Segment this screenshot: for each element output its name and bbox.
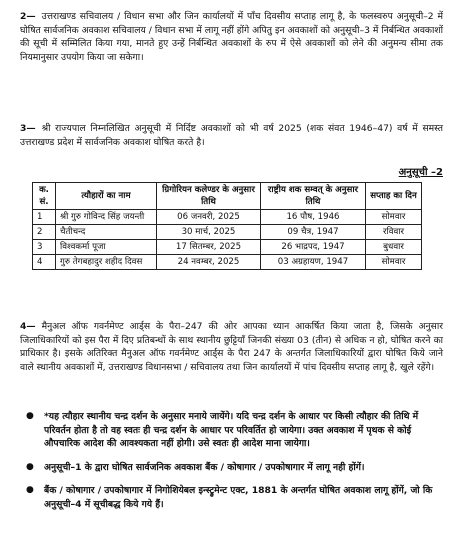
paragraph-text: उत्तराखण्ड सचिवालय / विधान सभा और जिन कार्यालयों में पाँच दिवसीय सप्ताह लागू है, के फलस्वरुप अनुसूची–2 में घोषित सार्वजनिक अवकाश सचिवालय / विधान सभा में लागू नहीं होंगे अपितु इन अवकाशों को अनुसूची–3 में निर्बन्धित अवकाशों की सूची में सम्मिलित किया गया, मानते हुए उन्हें निर्बन्धित अवकाशों के रुप में ऐसे अवकाशों को लेने की अनुमन्य सीमा तक नियमानुसार उपयोग किया जा सकेगा। — [20, 11, 443, 63]
table-cell: सोमवार — [366, 255, 422, 270]
paragraph-2 — [20, 10, 443, 64]
table-cell: 16 पौष, 1946 — [261, 210, 366, 225]
table-row — [33, 225, 422, 240]
column-header: राष्ट्रीय शक सम्वत् के अनुसार तिथि — [261, 183, 366, 210]
list-item: ● अनुसूची–1 के द्वारा घोषित सार्वजनिक अवकाश बैंक / कोषागार / उपकोषागार में लागू नही होंगें। — [20, 461, 443, 475]
table-cell: 24 नवम्बर, 2025 — [157, 255, 261, 270]
table-cell: विश्वकर्मा पूजा — [56, 240, 157, 255]
paragraph-4 — [20, 320, 443, 374]
paragraph-number: 3— — [20, 123, 36, 134]
holiday-table — [32, 182, 422, 270]
table-row — [33, 240, 422, 255]
table-header-row — [33, 183, 422, 210]
column-header: ग्रिगोरियन कलेण्डर के अनुसार तिथि — [157, 183, 261, 210]
paragraph-text: मैनुअल ऑफ गवर्नमेण्ट आर्ड्स के पैरा–247 की ओर आपका ध्यान आकर्षित किया जाता है, जिसके अनुसार जिलाधिकारियों को इस पैरा में दिए प्रतिबन्धों के साथ स्थानीय छुट्टियाँ जिनकी संख्या 03 (तीन) से अधिक न हो, घोषित करने का प्राधिकार है। इसके अतिरिक्त मैनुअल ऑफ गवर्नमेण्ट आर्ड्स के पैरा 247 के अन्तर्गत जिलाधिकारियों द्वारा घोषित किये जाने वाले स्थानीय अवकाशों में, उत्तराखण्ड विधानसभा / सचिवालय तथा जिन कार्यालयों में पांच दिवसीय सप्ताह लागू है, खुले रहेंगे। — [20, 321, 443, 373]
paragraph-text: श्री राज्यपाल निम्नलिखित अनुसूची में निर्दिष्ट अवकाशों को भी वर्ष 2025 (शक संवत 1946–47) वर्ष में समस्त उत्तराखण्ड प्रदेश में सार्वजनिक अवकाश घोषित करते है। — [20, 123, 443, 148]
table-cell: 30 मार्च, 2025 — [157, 225, 261, 240]
column-header: सप्ताह का दिन — [366, 183, 422, 210]
schedule-heading: अनुसूची –2 — [398, 167, 443, 178]
list-item: ● बैंक / कोषागार / उपकोषागार में निगोशियेबल इन्स्ट्रुमेन्ट एक्ट, 1881 के अन्तर्गत घोषित अवकाश लागू होंगें, जो कि अनुसूची–4 में सूचीबद्ध किये गये हैं। — [20, 484, 443, 511]
paragraph-3 — [20, 122, 443, 149]
table-cell: 1 — [33, 210, 56, 225]
table-cell: 17 सितम्बर, 2025 — [157, 240, 261, 255]
table-cell: बुधवार — [366, 240, 422, 255]
column-header: त्यौहारों का नाम — [56, 183, 157, 210]
table-cell: सोमवार — [366, 210, 422, 225]
table-cell: 2 — [33, 225, 56, 240]
table-cell: गुरु तेगबहादुर शहीद दिवस — [56, 255, 157, 270]
table-row — [33, 210, 422, 225]
table-cell: 03 अग्रहायण, 1947 — [261, 255, 366, 270]
table-cell: 06 जनवरी, 2025 — [157, 210, 261, 225]
paragraph-number: 4— — [20, 321, 36, 332]
table-cell: 26 भाद्रपद, 1947 — [261, 240, 366, 255]
table-cell: चैतीचन्द — [56, 225, 157, 240]
paragraph-number: 2— — [20, 11, 36, 22]
list-item: ● *यह त्यौहार स्थानीय चन्द्र दर्शन के अनुसार मनाये जायेंगे। यदि चन्द्र दर्शन के आधार पर किसी त्यौहार की तिथि में परिवर्तन होता है तो वह स्वतः ही चन्द्र दर्शन के आधार पर परिवर्तित हो जायेगा। उक्त अवकाश में पृथक से कोई औपचारिक आदेश की आवश्यकता नहीं होगी। उसे स्वतः ही आदेश माना जायेगा। — [20, 410, 443, 451]
table-cell: श्री गुरु गोविन्द सिंह जयन्ती — [56, 210, 157, 225]
notes-list — [20, 410, 443, 521]
table-row — [33, 255, 422, 270]
table-cell: रविवार — [366, 225, 422, 240]
column-header: क. सं. — [33, 183, 56, 210]
table-cell: 4 — [33, 255, 56, 270]
table-cell: 09 चैत्र, 1947 — [261, 225, 366, 240]
table-cell: 3 — [33, 240, 56, 255]
